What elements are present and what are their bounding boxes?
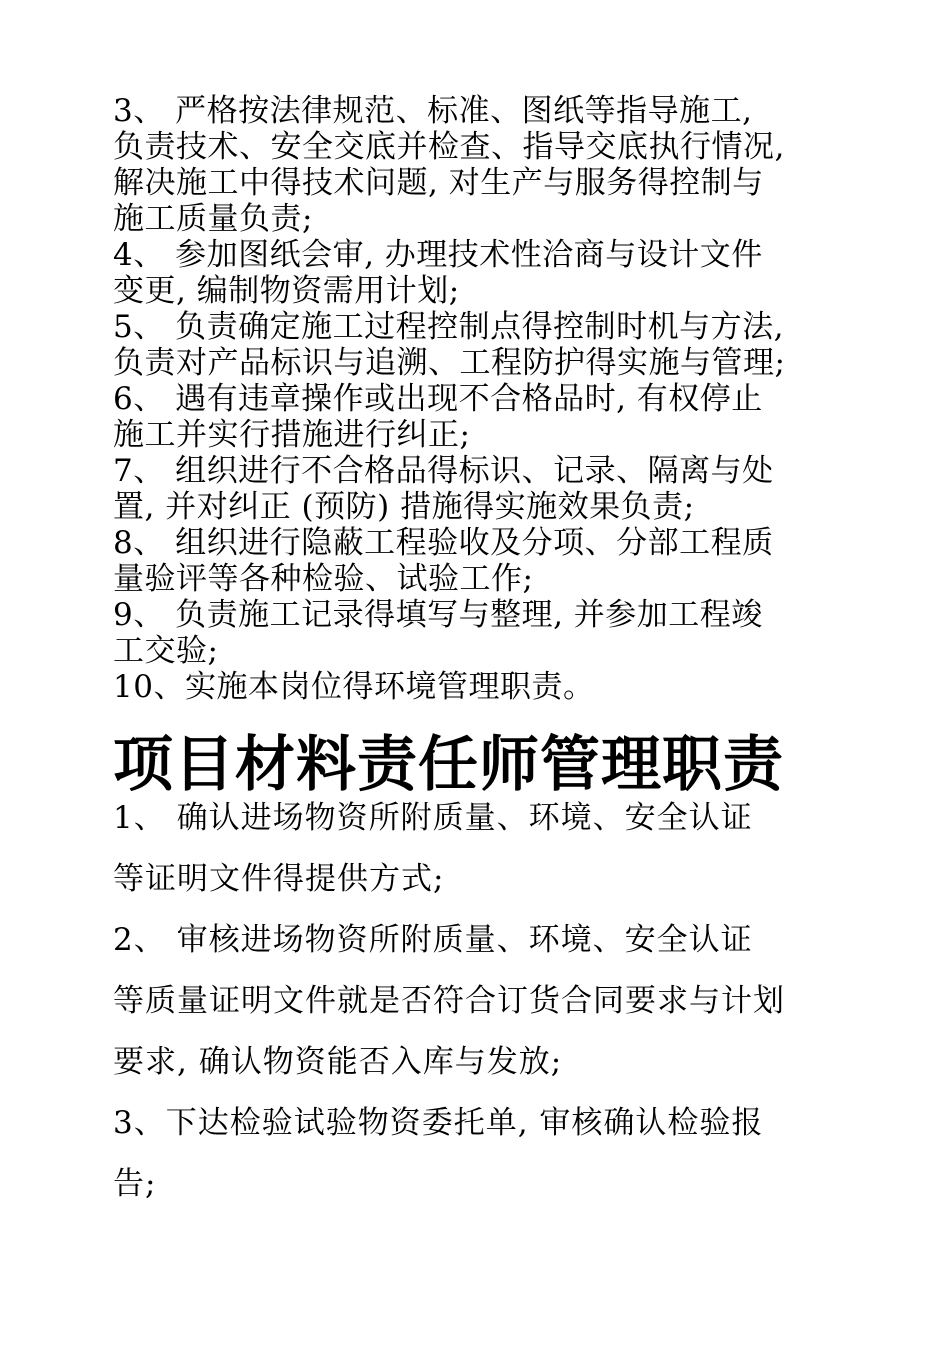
paragraph-line: 2、 审核进场物资所附质量、环境、安全认证 [113, 922, 753, 958]
list-line: 变更, 编制物资需用计划; [113, 273, 460, 309]
list-line: 置, 并对纠正 (预防) 措施得实施效果负责; [113, 489, 695, 525]
list-line: 施工质量负责; [113, 201, 313, 237]
responsibility-list [113, 93, 853, 705]
paragraph-line: 等质量证明文件就是否符合订货合同要求与计划 [113, 983, 785, 1019]
list-line: 施工并实行措施进行纠正; [113, 417, 471, 453]
list-line: 5、 负责确定施工过程控制点得控制时机与方法, [113, 309, 784, 345]
paragraph-line: 1、 确认进场物资所附质量、环境、安全认证 [113, 800, 753, 836]
list-line: 工交验; [113, 633, 219, 669]
section-body [113, 788, 853, 1215]
list-line: 解决施工中得技术问题, 对生产与服务得控制与 [113, 165, 764, 201]
list-line: 负责技术、安全交底并检查、指导交底执行情况, [113, 129, 785, 165]
list-line: 10、实施本岗位得环境管理职责。 [113, 669, 595, 705]
list-line: 9、 负责施工记录得填写与整理, 并参加工程竣 [113, 597, 763, 633]
list-line: 负责对产品标识与追溯、工程防护得实施与管理; [113, 345, 786, 381]
list-line: 3、 严格按法律规范、标准、图纸等指导施工, [113, 93, 753, 129]
paragraph-line: 等证明文件得提供方式; [113, 861, 445, 897]
section-heading: 项目材料责任师管理职责 [113, 730, 784, 800]
list-line: 4、 参加图纸会审, 办理技术性洽商与设计文件 [113, 237, 763, 273]
list-line: 量验评等各种检验、试验工作; [113, 561, 534, 597]
list-line: 7、 组织进行不合格品得标识、记录、隔离与处 [113, 453, 774, 489]
list-line: 6、 遇有违章操作或出现不合格品时, 有权停止 [113, 381, 763, 417]
paragraph-line: 告; [113, 1166, 157, 1202]
paragraph-line: 3、下达检验试验物资委托单, 审核确认检验报 [113, 1105, 764, 1141]
paragraph-line: 要求, 确认物资能否入库与发放; [113, 1044, 563, 1080]
list-line: 8、 组织进行隐蔽工程验收及分项、分部工程质 [113, 525, 774, 561]
